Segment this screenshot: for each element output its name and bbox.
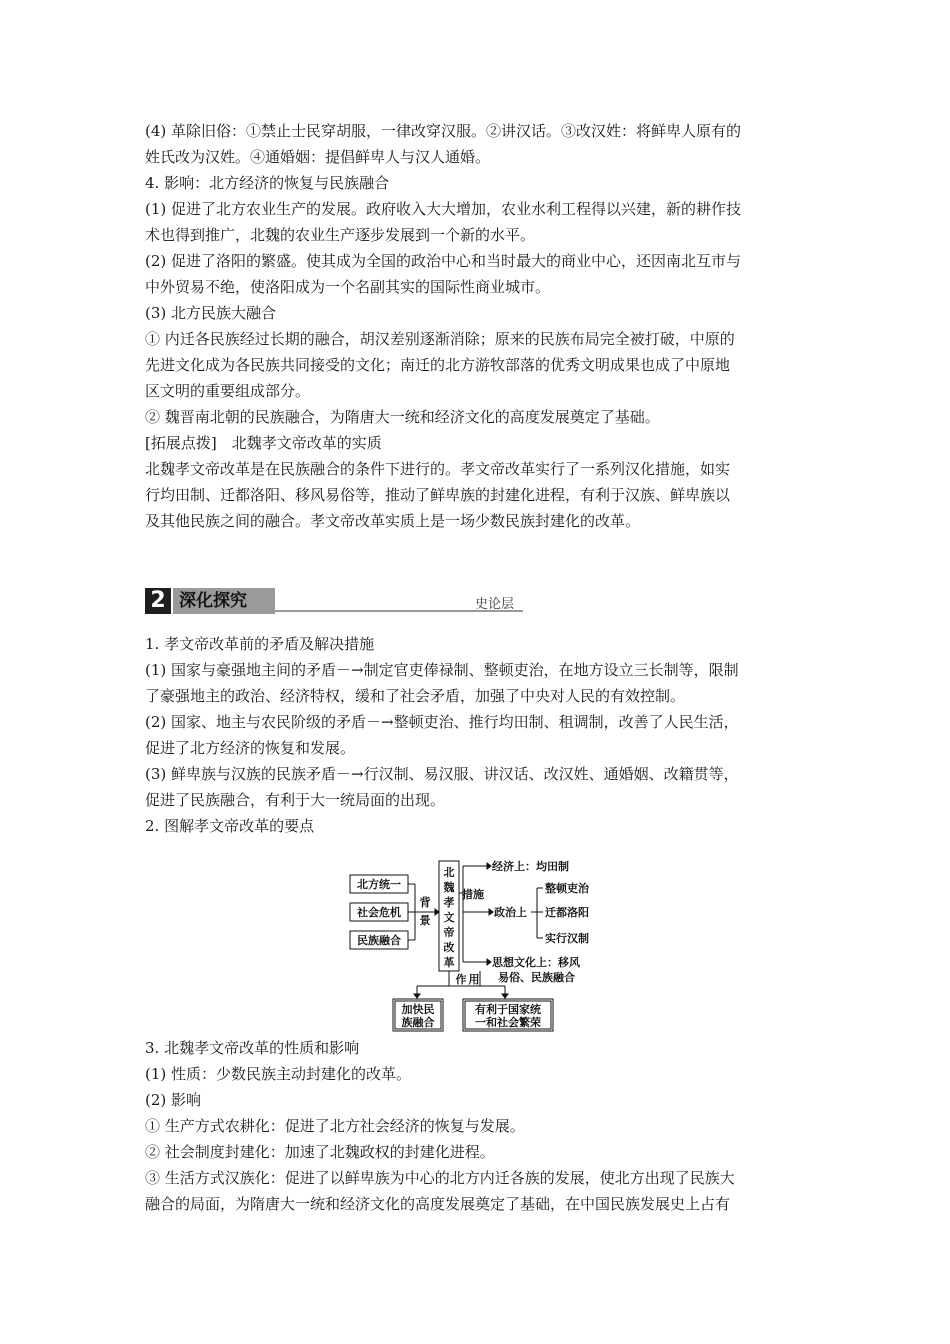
diagram-center-char: 北 — [443, 866, 455, 879]
text-line: (1) 国家与豪强地主间的矛盾－→制定官吏俸禄制、整顿吏治，在地方设立三长制等，限制 — [145, 661, 739, 679]
text-line: 1. 孝文帝改革前的矛盾及解决措施 — [145, 635, 375, 653]
diagram-effect-left-2: 族融合 — [401, 1016, 435, 1029]
text-line: (4) 革除旧俗：①禁止士民穿胡服，一律改穿汉服。②讲汉话。③改汉姓：将鲜卑人原有的 — [145, 122, 742, 140]
diagram-bg-label-1: 背 — [419, 896, 431, 909]
diagram-center-char: 孝 — [443, 896, 455, 909]
text-line: 中外贸易不绝，使洛阳成为一个名副其实的国际性商业城市。 — [145, 278, 551, 296]
diagram-center-char: 改 — [443, 941, 455, 954]
diagram-effect-right-2: 一和社会繁荣 — [475, 1016, 541, 1029]
diagram-center-char: 文 — [443, 911, 455, 924]
section-banner — [145, 586, 525, 616]
diagram-measures-label: 措施 — [462, 888, 484, 901]
text-line: 姓氏改为汉姓。④通婚姻：提倡鲜卑人与汉人通婚。 — [145, 148, 491, 166]
text-line: ① 生产方式农耕化：促进了北方社会经济的恢复与发展。 — [145, 1117, 525, 1135]
text-line: 北魏孝文帝改革是在民族融合的条件下进行的。孝文帝改革实行了一系列汉化措施，如实 — [145, 460, 731, 478]
text-line: [拓展点拨] 北魏孝文帝改革的实质 — [145, 434, 382, 452]
text-line: 及其他民族之间的融合。孝文帝改革实质上是一场少数民族封建化的改革。 — [145, 512, 641, 530]
text-line: ③ 生活方式汉族化：促进了以鲜卑族为中心的北方内迁各族的发展，使北方出现了民族大 — [145, 1169, 735, 1187]
diagram-culture-2: 易俗、民族融合 — [498, 971, 575, 984]
diagram-background-1: 北方统一 — [357, 878, 401, 891]
diagram-effect-label-1: 作 — [455, 973, 467, 986]
section-title: 深化探究 — [173, 588, 275, 614]
diagram-center-char: 帝 — [443, 926, 455, 939]
text-line: 4. 影响：北方经济的恢复与民族融合 — [145, 174, 390, 192]
text-line: 融合的局面，为隋唐大一统和经济文化的高度发展奠定了基础，在中国民族发展史上占有 — [145, 1195, 731, 1213]
text-line: (1) 促进了北方农业生产的发展。政府收入大大增加，农业水利工程得以兴建，新的耕作技 — [145, 200, 742, 218]
text-line: 术也得到推广，北魏的农业生产逐步发展到一个新的水平。 — [145, 226, 536, 244]
diagram-center-char: 魏 — [443, 881, 455, 894]
diagram-economy: 经济上：均田制 — [492, 860, 569, 873]
text-line: (2) 国家、地主与农民阶级的矛盾－→整顿吏治、推行均田制、租调制，改善了人民生活， — [145, 713, 739, 731]
text-line: 3. 北魏孝文帝改革的性质和影响 — [145, 1039, 360, 1057]
diagram-politics-item: 迁都洛阳 — [545, 906, 589, 919]
text-line: ② 社会制度封建化：加速了北魏政权的封建化进程。 — [145, 1143, 495, 1161]
text-line: (3) 鲜卑族与汉族的民族矛盾－→行汉制、易汉服、讲汉话、改汉姓、通婚姻、改籍贯等， — [145, 765, 739, 783]
section-inquiry — [145, 631, 739, 839]
reform-diagram — [345, 858, 605, 1033]
section-tag: 史论层 — [475, 597, 515, 612]
diagram-background-2: 社会危机 — [357, 906, 401, 919]
diagram-bg-label-2: 景 — [419, 914, 431, 927]
text-line: 行均田制、迁都洛阳、移风易俗等，推动了鲜卑族的封建化进程，有利于汉族、鲜卑族以 — [145, 486, 731, 504]
diagram-background-3: 民族融合 — [357, 934, 401, 947]
reform-diagram-svg — [345, 858, 605, 1033]
text-line: (1) 性质：少数民族主动封建化的改革。 — [145, 1065, 412, 1083]
section-number: 2 — [145, 588, 171, 614]
diagram-effect-right-1: 有利于国家统 — [475, 1003, 541, 1016]
section-reform-content — [145, 118, 741, 534]
text-line: ② 魏晋南北朝的民族融合，为隋唐大一统和经济文化的高度发展奠定了基础。 — [145, 408, 660, 426]
text-line: (3) 北方民族大融合 — [145, 304, 277, 322]
text-line: 促进了民族融合，有利于大一统局面的出现。 — [145, 791, 446, 809]
diagram-center-char: 革 — [443, 956, 455, 969]
diagram-effect-left-1: 加快民 — [401, 1003, 435, 1016]
text-line: 2. 图解孝文帝改革的要点 — [145, 817, 315, 835]
text-line: 促进了北方经济的恢复和发展。 — [145, 739, 356, 757]
diagram-politics: 政治上 — [494, 906, 527, 919]
text-line: ① 内迁各民族经过长期的融合，胡汉差别逐渐消除；原来的民族布局完全被打破，中原的 — [145, 330, 735, 348]
text-line: 先进文化成为各民族共同接受的文化；南迁的北方游牧部落的优秀文明成果也成了中原地 — [145, 356, 731, 374]
text-line: 了豪强地主的政治、经济特权，缓和了社会矛盾，加强了中央对人民的有效控制。 — [145, 687, 686, 705]
diagram-politics-item: 实行汉制 — [545, 932, 589, 945]
text-line: (2) 影响 — [145, 1091, 202, 1109]
diagram-politics-item: 整顿吏治 — [545, 882, 589, 895]
text-line: (2) 促进了洛阳的繁盛。使其成为全国的政治中心和当时最大的商业中心，还因南北互市与 — [145, 252, 742, 270]
section-nature-impact — [145, 1035, 735, 1217]
text-line: 区文明的重要组成部分。 — [145, 382, 311, 400]
diagram-culture-1: 思想文化上：移风 — [492, 956, 580, 969]
diagram-effect-label-2: 用 — [468, 973, 480, 986]
